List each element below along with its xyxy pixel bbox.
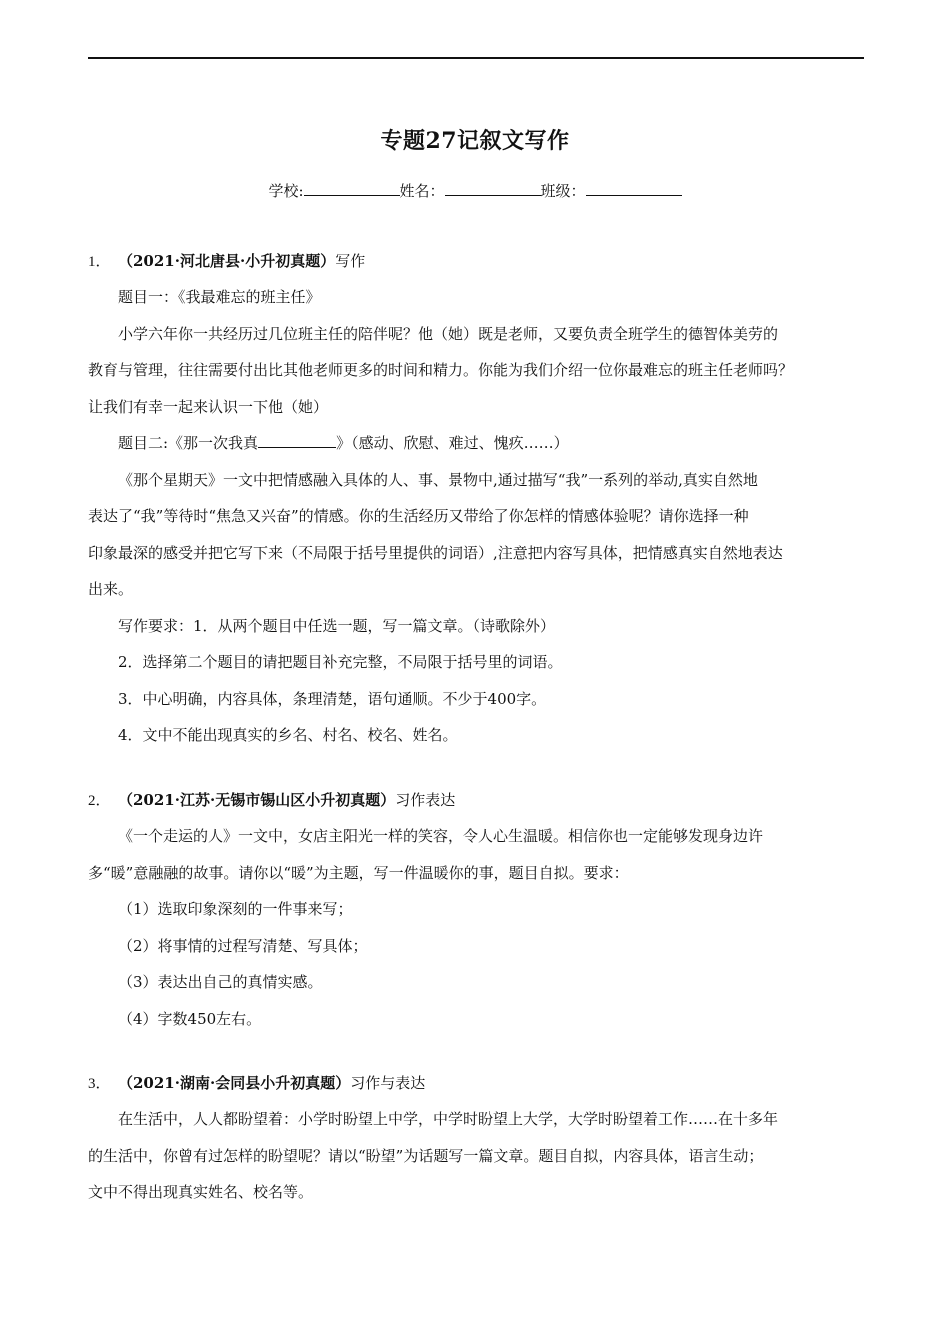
- header-rule: [88, 57, 864, 59]
- question-type: 习作表达: [395, 791, 456, 809]
- question-source: （2021·河北唐县·小升初真题）: [118, 252, 336, 270]
- fill-blank: [258, 433, 336, 448]
- question-type: 写作: [335, 252, 366, 270]
- requirement-line: （1）选取印象深刻的一件事来写；: [118, 900, 353, 918]
- question-2: [88, 782, 868, 1037]
- text-line: 表达了“我”等待时“焦急又兴奋”的情感。你的生活经历又带给了你怎样的情感体验呢？请你选择一种: [88, 507, 749, 525]
- text-line: 《一个走运的人》一文中，女店主阳光一样的笑容，令人心生温暖。相信你也一定能够发现身边许: [118, 827, 764, 845]
- question-source: （2021·江苏·无锡市锡山区小升初真题）: [118, 791, 396, 809]
- text-line: 题目一：《我最难忘的班主任》: [118, 288, 321, 306]
- requirement-line: 4．文中不能出现真实的乡名、村名、校名、姓名。: [118, 726, 458, 744]
- requirement-line: 写作要求：1．从两个题目中任选一题，写一篇文章。（诗歌除外）: [118, 616, 556, 635]
- text-line: 《那个星期天》一文中把情感融入具体的人、事、景物中,通过描写“我”一系列的举动,真实自然地: [118, 470, 758, 489]
- question-type: 习作与表达: [350, 1074, 426, 1092]
- question-2-header: [88, 782, 868, 818]
- question-number: 1．: [88, 254, 111, 270]
- text-line: 让我们有幸一起来认识一下他（她）: [88, 397, 329, 416]
- question-3-header: [88, 1065, 868, 1101]
- student-info-line: [0, 180, 950, 201]
- question-1-header: [88, 243, 868, 279]
- class-label: 班级：: [540, 182, 586, 200]
- question-source: （2021·湖南·会同县小升初真题）: [118, 1074, 351, 1092]
- requirement-line: 3．中心明确，内容具体，条理清楚，语句通顺。不少于400字。: [118, 689, 547, 708]
- question-1: [88, 243, 868, 754]
- requirement-line: 2．选择第二个题目的请把题目补充完整，不局限于括号里的词语。: [118, 653, 563, 671]
- text-line: 出来。: [88, 580, 134, 598]
- question-number: 3．: [88, 1076, 111, 1092]
- requirement-line: （3）表达出自己的真情实感。: [118, 973, 323, 991]
- topic-two-line: [88, 425, 868, 462]
- topic-two-suffix: 》（感动、欣慰、难过、愧疚……）: [336, 434, 569, 452]
- text-line: 文中不得出现真实姓名、校名等。: [88, 1183, 314, 1201]
- name-blank: [445, 181, 541, 196]
- requirement-line: （2）将事情的过程写清楚、写具体；: [118, 936, 368, 955]
- text-line: 多“暖”意融融的故事。请你以“暖”为主题，写一件温暖你的事，题目自拟。要求：: [88, 863, 629, 882]
- name-label: 姓名：: [399, 182, 445, 200]
- question-number: 2．: [88, 793, 111, 809]
- page-title: 专题27记叙文写作: [380, 128, 570, 154]
- question-3: [88, 1065, 868, 1211]
- school-label: 学校:: [268, 182, 304, 200]
- text-line: 印象最深的感受并把它写下来（不局限于括号里提供的词语）,注意把内容写具体，把情感真实自然地表达: [88, 543, 783, 562]
- text-line: 小学六年你一共经历过几位班主任的陪伴呢？他（她）既是老师，又要负责全班学生的德智体美劳的: [118, 324, 779, 343]
- topic-two-prefix: 题目二:《那一次我真: [118, 434, 259, 452]
- requirement-line: （4）字数450左右。: [118, 1009, 262, 1028]
- text-line: 在生活中，人人都盼望着：小学时盼望上中学，中学时盼望上大学，大学时盼望着工作……在十多年: [118, 1110, 779, 1128]
- school-blank: [304, 181, 400, 196]
- text-line: 的生活中，你曾有过怎样的盼望呢？请以“盼望”为话题写一篇文章。题目自拟，内容具体，语言生动；: [88, 1146, 764, 1165]
- class-blank: [586, 181, 682, 196]
- text-line: 教育与管理，往往需要付出比其他老师更多的时间和精力。你能为我们介绍一位你最难忘的班主任老师吗？: [88, 361, 794, 379]
